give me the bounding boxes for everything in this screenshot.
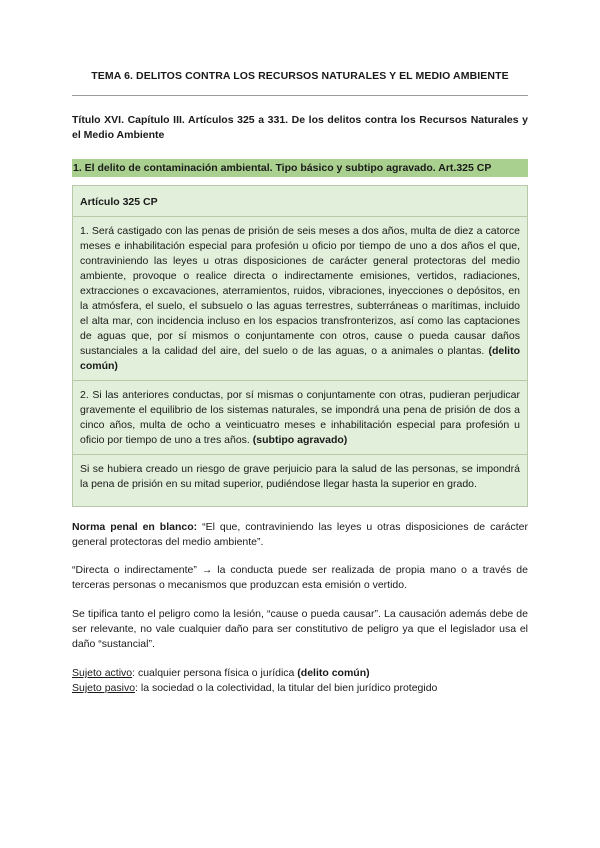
blank-norm-note — [72, 520, 528, 550]
direct-note: “Directa o indirectamente” → la conducta puede ser realizada de propia mano o a través de terceras personas o mecanismos que produzcan esta emisión o vertido. — [72, 564, 528, 591]
article-paragraph-1 — [80, 223, 520, 374]
passive-subject-text: : la sociedad o la colectividad, la titular del bien jurídico protegido — [135, 682, 438, 694]
section-heading: Título XVI. Capítulo III. Artículos 325 a 331. De los delitos contra los Recursos Naturales y el Medio Ambiente — [72, 114, 528, 141]
article-paragraph-2-text: 2. Si las anteriores conductas, por sí mismas o conjuntamente con otras, pudieran perjudicar gravemente el equilibrio de los sistemas naturales, se impondrá una pena de prisión de dos a cinco años, multa de ocho a veinticuatro meses e inhabilitación especial para profesión u oficio por tiempo de uno a tres años. — [80, 389, 520, 446]
document-title: TEMA 6. DELITOS CONTRA LOS RECURSOS NATURALES Y EL MEDIO AMBIENTE — [91, 70, 509, 82]
paragraph-divider — [73, 454, 527, 455]
passive-subject-note — [72, 681, 528, 696]
article-title: Artículo 325 CP — [80, 196, 158, 208]
danger-note: Se tipifica tanto el peligro como la lesión, “cause o pueda causar”. La causación además debe de ser relevante, no vale cualquier daño para ser constitutivo de peligro ya que el legislador usa el daño “sustancial”. — [72, 608, 528, 650]
paragraph-divider — [73, 380, 527, 381]
article-paragraph-3: Si se hubiera creado un riesgo de grave perjuicio para la salud de las personas, se impondrá la pena de prisión en su mitad superior, pudiéndose llegar hasta la superior en grado. — [80, 463, 520, 490]
active-subject-label: Sujeto activo — [72, 667, 133, 679]
active-subject-text: : cualquier persona física o jurídica — [132, 667, 298, 679]
article-box — [72, 185, 528, 507]
passive-subject-label: Sujeto pasivo — [72, 682, 136, 694]
blank-norm-label: Norma penal en blanco: — [72, 521, 198, 533]
title-divider — [72, 95, 528, 96]
active-subject-note — [72, 666, 528, 681]
article-paragraph-1-text: 1. Será castigado con las penas de prisión de seis meses a dos años, multa de diez a catorce meses e inhabilitación especial para profesión u oficio por tiempo de uno a dos años el que, contraviniendo las leyes u otras disposiciones de carácter general protectoras del medio ambiente, provoque o realice directa o indirectamente emisiones, vertidos, radiaciones, extracciones o excavaciones, aterramientos, ruidos, vibraciones, inyecciones o depósitos, en la atmósfera, el suelo, el subsuelo o las aguas terrestres, subterráneas o marítimas, incluido el alta mar, con incidencia incluso en los espacios transfronterizos, así como las captaciones de aguas que, por sí mismos o conjuntamente con otros, cause o pueda causar daños sustanciales a la calidad del aire, del suelo o de las aguas, o a animales o plantas. — [80, 225, 520, 357]
blank-norm-text: “El que, contraviniendo las leyes u otras disposiciones de carácter general protectoras del medio ambiente”. — [72, 521, 528, 548]
article-paragraph-1-tag: (delito común) — [80, 345, 520, 372]
article-paragraph-2 — [80, 387, 520, 448]
paragraph-divider — [73, 216, 527, 217]
subsection-heading: 1. El delito de contaminación ambiental. Tipo básico y subtipo agravado. Art.325 CP — [72, 159, 528, 177]
active-subject-tag: (delito común) — [297, 667, 370, 679]
article-paragraph-2-tag: (subtipo agravado) — [252, 434, 348, 446]
